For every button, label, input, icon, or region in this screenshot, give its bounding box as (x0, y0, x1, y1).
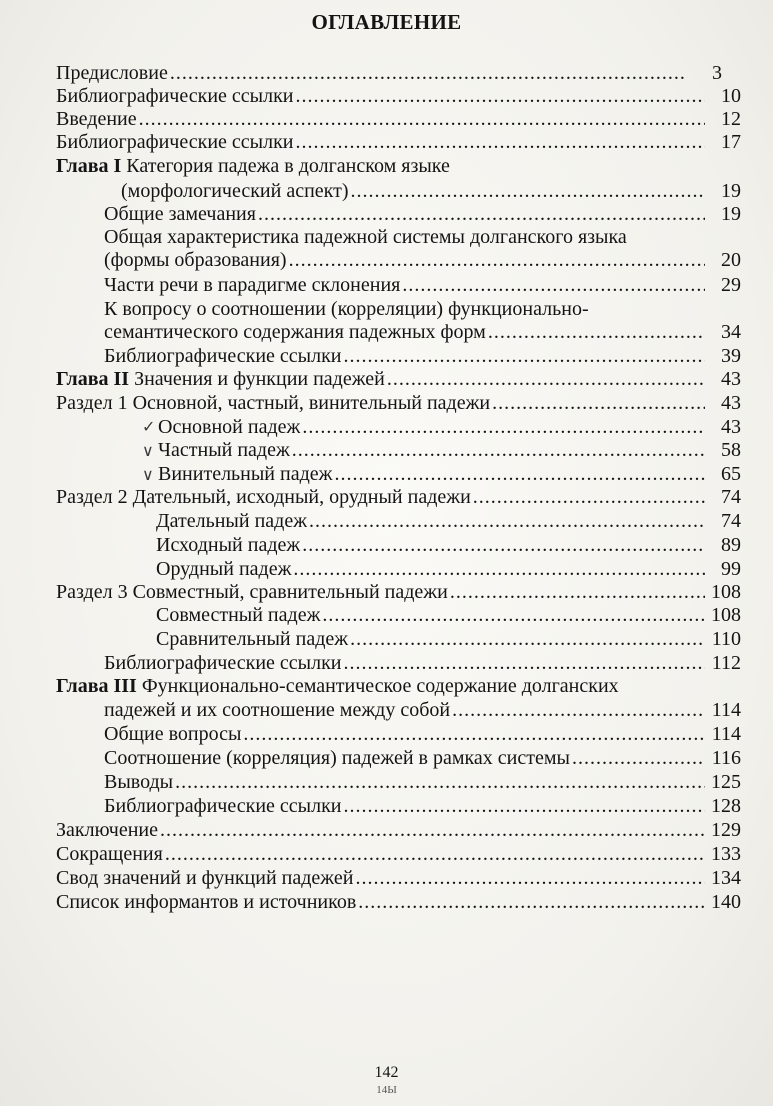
toc-entry-title: Орудный падеж (156, 558, 292, 580)
toc-entry-title: семантического содержания падежных форм (104, 321, 486, 343)
toc-entry-page: 116 (711, 747, 741, 769)
leader-dots (350, 626, 705, 653)
toc-entry-title: падежей и их соотношение между собой (104, 699, 451, 721)
toc-entry-title: Общие вопросы (104, 723, 242, 745)
toc-entry (104, 793, 741, 820)
toc-entry-page: 10 (721, 85, 741, 107)
toc-entry-title: Исходный падеж (156, 534, 301, 556)
leader-dots (355, 865, 705, 892)
toc-entry (104, 272, 741, 299)
chapter-heading (56, 673, 619, 700)
toc-entry (156, 508, 741, 535)
toc-entry-chapter (56, 366, 741, 393)
leader-dots (473, 484, 705, 511)
toc-entry-page: 39 (721, 345, 741, 367)
toc-entry-page: 58 (721, 439, 741, 461)
leader-dots (302, 532, 705, 559)
leader-dots (572, 745, 705, 772)
toc-entry-page: 134 (711, 867, 741, 889)
page-number: 142 (374, 1064, 399, 1081)
leader-dots (309, 508, 705, 535)
toc-entry-page: 29 (721, 274, 741, 296)
leader-dots (488, 319, 705, 346)
leader-dots (243, 721, 705, 748)
toc-entry-title: Сокращения (56, 843, 163, 865)
chapter-label: Глава III (56, 675, 137, 697)
toc-entry-title: Библиографические ссылки (56, 131, 294, 153)
toc-entry-title: Свод значений и функций падежей (56, 867, 354, 889)
toc-entry-title: Введение (56, 108, 137, 130)
chapter-title: Значения и функции падежей (129, 368, 385, 390)
toc-entry (104, 697, 741, 724)
toc-entry-page: 125 (711, 771, 741, 793)
chapter-heading (56, 153, 450, 180)
chapter-label: Глава I (56, 155, 122, 177)
toc-entry-title: Список информантов и источников (56, 891, 357, 913)
toc-entry-title: Раздел 2 Дательный, исходный, орудный падежи (56, 486, 471, 508)
leader-dots (160, 817, 705, 844)
toc-entry-page: 20 (721, 249, 741, 271)
toc-entry-title: Винительный падеж (158, 463, 333, 485)
leader-dots (289, 247, 705, 274)
toc-entry (56, 390, 741, 417)
leader-dots (165, 841, 705, 868)
toc-entry-title: (морфологический аспект) (121, 180, 349, 202)
toc-entry-title: Части речи в парадигме склонения (104, 274, 401, 296)
toc-entry (156, 532, 741, 559)
toc-entry-title: Общие замечания (104, 203, 256, 225)
toc-entry-page: 110 (711, 628, 741, 650)
toc-entry (158, 437, 741, 464)
pencil-check-mark: ✓ (142, 417, 156, 436)
toc-entry-title: Библиографические ссылки (104, 652, 342, 674)
toc-entry-page: 43 (721, 392, 741, 414)
chapter-label: Глава II (56, 368, 130, 390)
leader-dots (452, 697, 705, 724)
toc-entry (156, 626, 741, 653)
pencil-check-mark: ∨ (142, 465, 154, 484)
toc-entry (104, 769, 741, 796)
toc-entry-title: Библиографические ссылки (104, 795, 342, 817)
toc-entry (104, 319, 741, 346)
toc-entry-page: 89 (721, 534, 741, 556)
toc-entry-page: 114 (711, 699, 741, 721)
toc-entry (56, 129, 741, 156)
toc-entry-page: 17 (721, 131, 741, 153)
toc-entry-page: 19 (721, 180, 741, 202)
toc-entry-title: Выводы (104, 771, 174, 793)
toc-heading: ОГЛАВЛЕНИЕ (311, 10, 462, 34)
leader-dots (296, 129, 706, 156)
toc-entry-title: Совместный падеж (156, 604, 321, 626)
toc-entry-page: 74 (721, 510, 741, 532)
toc-entry-page: 129 (711, 819, 741, 841)
toc-entry (56, 865, 741, 892)
toc-entry (56, 817, 741, 844)
toc-entry-title: Частный падеж (158, 439, 290, 461)
toc-entry-title: Дательный падеж (156, 510, 308, 532)
toc-entry-title-line: К вопросу о соотношении (корреляции) функционально- (104, 298, 589, 320)
chapter-title: Категория падежа в долганском языке (121, 155, 450, 177)
leader-dots (344, 793, 706, 820)
toc-entry-page: 43 (721, 368, 741, 390)
toc-entry-page: 108 (711, 581, 741, 603)
toc-entry (156, 602, 741, 629)
toc-entry-page: 140 (711, 891, 741, 913)
leader-dots (358, 889, 705, 916)
toc-entry-page: 19 (721, 203, 741, 225)
toc-entry-title: (формы образования) (104, 249, 287, 271)
toc-entry-page: 34 (721, 321, 741, 343)
leader-dots (402, 272, 705, 299)
toc-entry-title: Раздел 1 Основной, частный, винительный падежи (56, 392, 491, 414)
toc-entry (56, 889, 741, 916)
toc-entry-title-line: Общая характеристика падежной системы долганского языка (104, 226, 627, 248)
toc-entry-title: Заключение (56, 819, 158, 841)
toc-entry-title: Библиографические ссылки (104, 345, 342, 367)
toc-entry-page: 65 (721, 463, 741, 485)
toc-entry (104, 721, 741, 748)
chapter-title: Функционально-семантическое содержание долганских (136, 675, 619, 697)
leader-dots (322, 602, 705, 629)
toc-entry-title: Предисловие (56, 62, 168, 84)
toc-entry-page: 43 (721, 416, 741, 438)
toc-entry-page: 114 (711, 723, 741, 745)
toc-entry (56, 484, 741, 511)
toc-entry-page: 12 (721, 108, 741, 130)
leader-dots (292, 437, 705, 464)
leader-dots (175, 769, 705, 796)
toc-entry-title: Сравнительный падеж (156, 628, 349, 650)
toc-entry (56, 841, 741, 868)
toc-entry (104, 745, 741, 772)
toc-entry-page: 3 (712, 62, 722, 84)
toc-entry-title: Основной падеж (158, 416, 301, 438)
toc-entry-title: Библиографические ссылки (56, 85, 294, 107)
toc-entry-page: 133 (711, 843, 741, 865)
toc-entry-page: 108 (711, 604, 741, 626)
leader-dots (492, 390, 705, 417)
toc-entry (104, 247, 741, 274)
pencil-check-mark: ∨ (142, 441, 154, 460)
toc-entry-title: Раздел 3 Совместный, сравнительный падежи (56, 581, 448, 603)
toc-entry-page: 112 (711, 652, 741, 674)
toc-entry-page: 74 (721, 486, 741, 508)
page-number-small: 14Ы (376, 1084, 397, 1096)
toc-entry-title: Соотношение (корреляция) падежей в рамках системы (104, 747, 570, 769)
leader-dots (387, 366, 705, 393)
toc-entry-page: 99 (721, 558, 741, 580)
toc-entry-page: 128 (711, 795, 741, 817)
